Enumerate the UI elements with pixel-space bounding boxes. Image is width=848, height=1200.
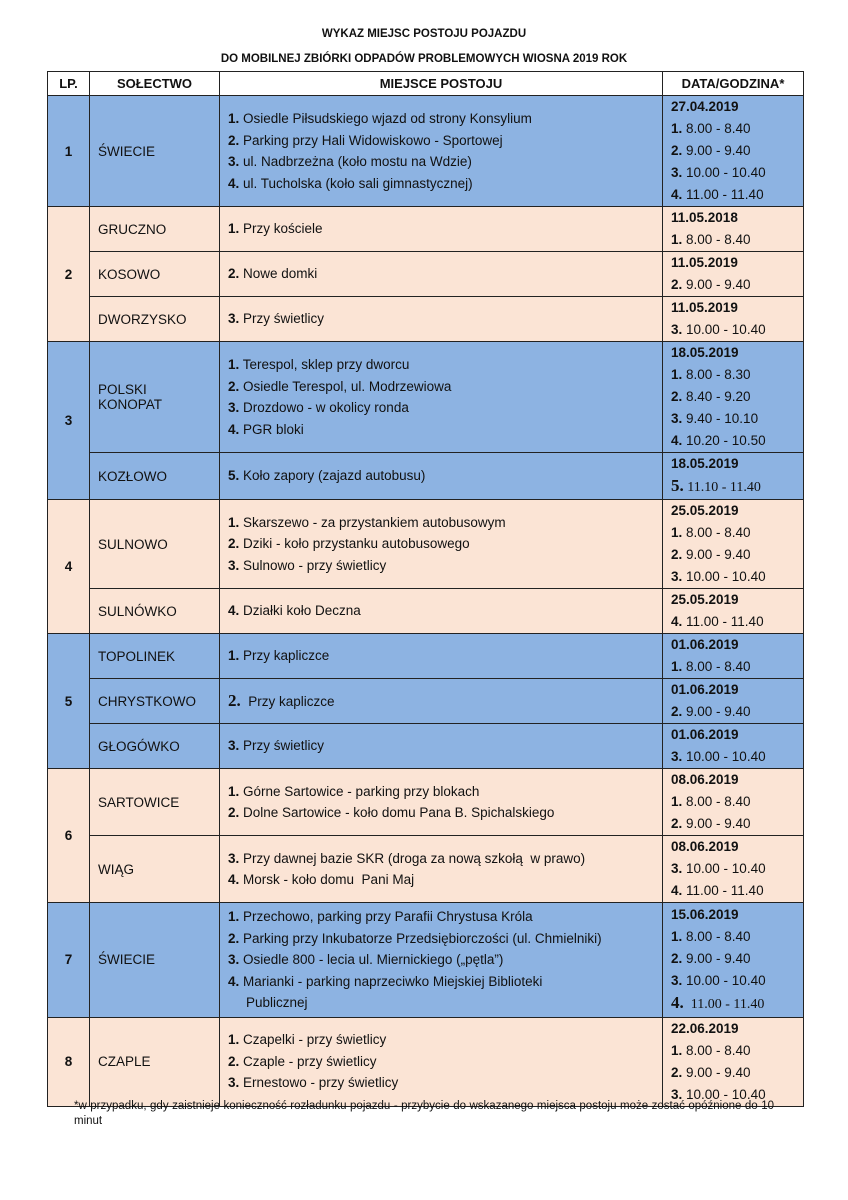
item-text: 10.00 - 10.40 xyxy=(682,165,766,180)
item-text: Parking przy Inkubatorze Przedsiębiorczości (ul. Chmielniki) xyxy=(239,930,602,946)
datetime-cell xyxy=(663,297,804,342)
time-slot xyxy=(671,386,795,408)
item-text: 8.00 - 8.40 xyxy=(682,659,751,674)
item-number: 4. xyxy=(671,614,683,629)
table-body xyxy=(48,96,804,1107)
table-row xyxy=(48,836,804,903)
item-number: 3. xyxy=(228,557,240,573)
item-text: Osiedle 800 - lecia ul. Miernickiego („pętla”) xyxy=(239,952,504,967)
location-line xyxy=(228,308,654,330)
item-number: 2. xyxy=(671,547,683,562)
time-slot xyxy=(671,274,795,296)
item-text: 11.00 - 11.40 xyxy=(683,996,765,1012)
location-cell xyxy=(220,342,663,453)
item-text: 11.00 - 11.40 xyxy=(682,883,764,898)
location-cell xyxy=(220,634,663,679)
item-number: 1. xyxy=(228,514,240,530)
item-number: 3. xyxy=(228,738,240,754)
item-text: 10.00 - 10.40 xyxy=(682,749,766,764)
datetime-cell xyxy=(663,589,804,634)
row-number: 3 xyxy=(48,342,90,500)
item-text: 10.00 - 10.40 xyxy=(682,861,766,876)
datetime-cell xyxy=(663,903,804,1018)
row-number: 6 xyxy=(48,769,90,903)
item-number: 4. xyxy=(671,433,683,448)
item-text: 8.00 - 8.40 xyxy=(682,525,751,540)
datetime-cell xyxy=(663,634,804,679)
item-text: Terespol, sklep przy dworcu xyxy=(239,357,410,372)
item-number: 2. xyxy=(228,266,240,282)
item-number: 2. xyxy=(228,1053,240,1069)
time-slot xyxy=(671,544,795,566)
item-text: Osiedle Terespol, ul. Modrzewiowa xyxy=(239,378,452,394)
location-cell xyxy=(220,1017,663,1106)
solectwo-cell: KOSOWO xyxy=(90,252,220,297)
location-cell xyxy=(220,769,663,836)
time-slot xyxy=(671,992,795,1016)
datetime-cell xyxy=(663,1017,804,1106)
row-number: 7 xyxy=(48,903,90,1018)
item-number: 2. xyxy=(228,132,240,148)
item-text: Przy kapliczce xyxy=(239,648,330,664)
item-number: 4. xyxy=(228,421,240,437)
table-row xyxy=(48,634,804,679)
date-label: 25.05.2019 xyxy=(671,592,739,607)
item-number: 3. xyxy=(228,1075,240,1091)
table-row xyxy=(48,1017,804,1106)
item-number: 2. xyxy=(671,950,683,966)
location-line xyxy=(228,1072,654,1094)
location-cell xyxy=(220,453,663,500)
item-text: 9.00 - 9.40 xyxy=(682,816,751,831)
item-text: 8.40 - 9.20 xyxy=(682,389,751,404)
item-text: 9.00 - 9.40 xyxy=(682,277,751,292)
solectwo-cell: CHRYSTKOWO xyxy=(90,679,220,724)
time-slot xyxy=(671,184,795,206)
item-number: 2. xyxy=(671,704,683,719)
datetime-cell xyxy=(663,252,804,297)
table-row xyxy=(48,252,804,297)
table-row xyxy=(48,679,804,724)
date-label: 08.06.2019 xyxy=(671,839,739,854)
location-line xyxy=(228,173,654,195)
item-number: 1. xyxy=(671,367,683,382)
solectwo-cell: KOZŁOWO xyxy=(90,453,220,500)
header-solectwo: SOŁECTWO xyxy=(90,72,220,96)
item-number: 2. xyxy=(228,536,240,552)
item-number: 1. xyxy=(228,221,240,237)
date-label: 18.05.2019 xyxy=(671,456,739,471)
solectwo-cell: SARTOWICE xyxy=(90,769,220,836)
item-text: 11.10 - 11.40 xyxy=(683,480,761,495)
item-number: 2. xyxy=(671,277,683,292)
datetime-cell xyxy=(663,453,804,500)
item-text: Osiedle Piłsudskiego wjazd od strony Konsylium xyxy=(239,111,532,126)
item-text: Sulnowo - przy świetlicy xyxy=(239,557,387,573)
solectwo-cell: CZAPLE xyxy=(90,1017,220,1106)
location-line xyxy=(228,1051,654,1073)
footnote: *w przypadku, gdy zaistnieje konieczność rozładunku pojazdu - przybycie do wskazanego miejsca postoju może zostać opóźnione do 10 minut xyxy=(74,1100,774,1127)
item-number: 4. xyxy=(671,992,684,1012)
row-number: 5 xyxy=(48,634,90,769)
item-text: Koło zapory (zajazd autobusu) xyxy=(239,468,426,484)
item-number: 1. xyxy=(228,909,240,924)
row-number: 8 xyxy=(48,1017,90,1106)
time-slot xyxy=(671,364,795,386)
item-number: 1. xyxy=(671,794,683,809)
item-number: 2. xyxy=(671,143,683,158)
item-number: 3. xyxy=(228,952,240,967)
item-number: 1. xyxy=(228,783,240,799)
item-number: 3. xyxy=(671,972,683,988)
item-number: 4. xyxy=(228,603,240,619)
time-slot xyxy=(671,1062,795,1084)
datetime-cell xyxy=(663,342,804,453)
solectwo-cell: TOPOLINEK xyxy=(90,634,220,679)
location-cell xyxy=(220,252,663,297)
location-line xyxy=(228,802,654,824)
location-cell xyxy=(220,297,663,342)
item-text: 10.00 - 10.40 xyxy=(682,972,766,988)
item-number: 2. xyxy=(228,930,240,946)
datetime-cell xyxy=(663,724,804,769)
solectwo-cell: WIĄG xyxy=(90,836,220,903)
time-slot xyxy=(671,1040,795,1062)
location-line xyxy=(228,218,654,240)
item-text: 8.00 - 8.40 xyxy=(682,1042,751,1058)
datetime-cell xyxy=(663,679,804,724)
item-text: Przy dawnej bazie SKR (droga za nową szkołą w prawo) xyxy=(239,850,586,866)
table-row xyxy=(48,207,804,252)
item-text: 10.00 - 10.40 xyxy=(682,569,766,584)
item-number: 2. xyxy=(228,378,240,394)
item-number: 2. xyxy=(671,389,683,404)
date-label: 11.05.2019 xyxy=(671,300,738,315)
solectwo-cell: POLSKI KONOPAT xyxy=(90,342,220,453)
date-label: 15.06.2019 xyxy=(671,906,739,922)
item-text: Marianki - parking naprzeciwko Miejskiej Biblioteki xyxy=(239,973,543,989)
item-number: 3. xyxy=(228,311,240,327)
item-text: 9.00 - 9.40 xyxy=(682,704,751,719)
date-label: 11.05.2018 xyxy=(671,210,738,225)
location-line xyxy=(228,533,654,555)
item-number: 3. xyxy=(228,850,240,866)
item-text: 9.00 - 9.40 xyxy=(682,143,751,158)
datetime-cell xyxy=(663,836,804,903)
item-text: 8.00 - 8.30 xyxy=(682,367,751,382)
item-text: Przy kościele xyxy=(239,221,323,237)
item-number: 4. xyxy=(671,883,683,898)
item-text: Czapelki - przy świetlicy xyxy=(239,1032,387,1048)
item-text: Górne Sartowice - parking przy blokach xyxy=(239,783,480,799)
row-number: 2 xyxy=(48,207,90,342)
item-text: 8.00 - 8.40 xyxy=(682,928,751,944)
table-row xyxy=(48,96,804,207)
item-text: 9.00 - 9.40 xyxy=(682,950,751,966)
date-label: 27.04.2019 xyxy=(671,99,739,114)
table-row xyxy=(48,297,804,342)
document-subtitle: DO MOBILNEJ ZBIÓRKI ODPADÓW PROBLEMOWYCH WIOSNA 2019 ROK xyxy=(220,53,628,65)
item-number: 3. xyxy=(671,1086,683,1102)
item-text: Działki koło Deczna xyxy=(239,603,361,619)
item-number: 3. xyxy=(671,861,683,876)
time-slot xyxy=(671,118,795,140)
item-number: 3. xyxy=(671,569,683,584)
time-slot xyxy=(671,522,795,544)
item-number: 1. xyxy=(671,121,683,136)
time-slot xyxy=(671,611,795,633)
item-text: 8.00 - 8.40 xyxy=(682,232,751,247)
location-line xyxy=(228,151,654,173)
item-number: 1. xyxy=(228,111,240,126)
time-slot xyxy=(671,656,795,678)
date-label: 22.06.2019 xyxy=(671,1020,739,1036)
solectwo-cell: SULNOWO xyxy=(90,500,220,589)
location-line xyxy=(228,971,654,993)
item-text: Ernestowo - przy świetlicy xyxy=(239,1075,399,1091)
row-number: 1 xyxy=(48,96,90,207)
item-number: 1. xyxy=(671,525,683,540)
item-text: Drozdowo - w okolicy ronda xyxy=(239,400,409,415)
item-number: 5. xyxy=(671,476,684,495)
item-number: 3. xyxy=(228,400,240,415)
location-line xyxy=(228,376,654,398)
location-line xyxy=(228,397,654,419)
table-row xyxy=(48,769,804,836)
date-label: 01.06.2019 xyxy=(671,727,739,742)
table-row xyxy=(48,500,804,589)
location-cell xyxy=(220,679,663,724)
datetime-cell xyxy=(663,769,804,836)
solectwo-cell: GRUCZNO xyxy=(90,207,220,252)
item-text: 11.00 - 11.40 xyxy=(682,614,764,629)
item-text: ul. Nadbrzeżna (koło mostu na Wdzie) xyxy=(239,154,472,169)
date-label: 25.05.2019 xyxy=(671,503,739,518)
item-text: Przy świetlicy xyxy=(239,311,325,327)
item-text: Morsk - koło domu Pani Maj xyxy=(239,872,415,887)
time-slot xyxy=(671,566,795,588)
item-text: 11.00 - 11.40 xyxy=(682,187,764,202)
location-cell xyxy=(220,207,663,252)
location-line xyxy=(228,108,654,130)
item-number: 2. xyxy=(228,690,241,710)
datetime-cell xyxy=(663,96,804,207)
time-slot xyxy=(671,970,795,992)
item-number: 3. xyxy=(671,165,683,180)
item-number: 3. xyxy=(671,322,683,337)
table-row xyxy=(48,453,804,500)
solectwo-cell: GŁOGÓWKO xyxy=(90,724,220,769)
item-text: Publicznej xyxy=(246,995,308,1010)
item-number: 5. xyxy=(228,468,240,484)
solectwo-cell: ŚWIECIE xyxy=(90,903,220,1018)
solectwo-cell: DWORZYSKO xyxy=(90,297,220,342)
table-row xyxy=(48,903,804,1018)
item-number: 1. xyxy=(671,1042,683,1058)
location-line xyxy=(228,354,654,376)
item-text: 9.40 - 10.10 xyxy=(682,411,759,426)
location-line xyxy=(228,848,654,870)
location-line xyxy=(228,465,654,487)
time-slot xyxy=(671,408,795,430)
item-number: 1. xyxy=(671,232,683,247)
time-slot xyxy=(671,948,795,970)
item-number: 2. xyxy=(671,816,683,831)
header-data: DATA/GODZINA* xyxy=(663,72,804,96)
location-line xyxy=(228,512,654,534)
item-number: 3. xyxy=(228,154,240,169)
datetime-cell xyxy=(663,207,804,252)
location-line xyxy=(228,1029,654,1051)
schedule-table xyxy=(47,71,804,1107)
item-text: Skarszewo - za przystankiem autobusowym xyxy=(239,514,506,530)
item-number: 1. xyxy=(671,659,683,674)
header-lp: LP. xyxy=(48,72,90,96)
location-line xyxy=(228,992,654,1014)
item-text: 9.00 - 9.40 xyxy=(682,547,751,562)
time-slot xyxy=(671,813,795,835)
location-line xyxy=(228,645,654,667)
location-line xyxy=(228,690,654,713)
item-text: Dziki - koło przystanku autobusowego xyxy=(239,536,470,552)
item-text: Parking przy Hali Widowiskowo - Sportowej xyxy=(239,132,503,148)
time-slot xyxy=(671,880,795,902)
location-line xyxy=(228,130,654,152)
item-text: Przy kapliczce xyxy=(240,693,335,709)
item-text: 9.00 - 9.40 xyxy=(682,1064,751,1080)
item-number: 3. xyxy=(671,411,683,426)
item-text: ul. Tucholska (koło sali gimnastycznej) xyxy=(239,175,473,191)
item-number: 1. xyxy=(228,357,240,372)
date-label: 08.06.2019 xyxy=(671,772,739,787)
item-number: 1. xyxy=(671,928,683,944)
solectwo-cell: SULNÓWKO xyxy=(90,589,220,634)
time-slot xyxy=(671,701,795,723)
location-line xyxy=(228,928,654,950)
date-label: 01.06.2019 xyxy=(671,682,739,697)
location-line xyxy=(228,735,654,757)
time-slot xyxy=(671,319,795,341)
date-label: 11.05.2019 xyxy=(671,255,738,270)
table-header-row xyxy=(48,72,804,96)
location-line xyxy=(228,555,654,577)
item-text: Przy świetlicy xyxy=(239,738,325,754)
item-text: 10.00 - 10.40 xyxy=(682,322,766,337)
time-slot xyxy=(671,229,795,251)
location-line xyxy=(228,949,654,971)
time-slot xyxy=(671,858,795,880)
time-slot xyxy=(671,140,795,162)
item-text: Nowe domki xyxy=(239,266,318,282)
location-cell xyxy=(220,589,663,634)
item-number: 1. xyxy=(228,1032,240,1048)
item-text: 10.00 - 10.40 xyxy=(682,1086,766,1102)
location-line xyxy=(228,419,654,441)
item-text: 8.00 - 8.40 xyxy=(682,794,751,809)
location-line xyxy=(228,263,654,285)
time-slot xyxy=(671,791,795,813)
item-text: PGR bloki xyxy=(239,421,304,437)
location-cell xyxy=(220,903,663,1018)
item-number: 2. xyxy=(671,1064,683,1080)
item-number: 4. xyxy=(228,872,240,887)
item-number: 4. xyxy=(671,187,683,202)
document-title: WYKAZ MIEJSC POSTOJU POJAZDU xyxy=(321,28,527,40)
location-line xyxy=(228,781,654,803)
table-row xyxy=(48,724,804,769)
item-text: 10.20 - 10.50 xyxy=(682,433,766,448)
item-number: 2. xyxy=(228,805,240,820)
item-number: 1. xyxy=(228,648,240,664)
time-slot xyxy=(671,430,795,452)
item-text: Dolne Sartowice - koło domu Pana B. Spichalskiego xyxy=(239,805,555,820)
location-line xyxy=(228,600,654,622)
location-cell xyxy=(220,96,663,207)
location-cell xyxy=(220,724,663,769)
item-text: Przechowo, parking przy Parafii Chrystusa Króla xyxy=(239,909,533,924)
item-text: 8.00 - 8.40 xyxy=(682,121,751,136)
datetime-cell xyxy=(663,500,804,589)
location-line xyxy=(228,869,654,891)
item-text: Czaple - przy świetlicy xyxy=(239,1053,377,1069)
location-cell xyxy=(220,836,663,903)
time-slot xyxy=(671,746,795,768)
row-number: 4 xyxy=(48,500,90,634)
date-label: 01.06.2019 xyxy=(671,637,739,652)
item-number: 3. xyxy=(671,749,683,764)
time-slot xyxy=(671,475,795,499)
table-row xyxy=(48,342,804,453)
solectwo-cell: ŚWIECIE xyxy=(90,96,220,207)
date-label: 18.05.2019 xyxy=(671,345,739,360)
table-row xyxy=(48,589,804,634)
time-slot xyxy=(671,162,795,184)
item-number: 4. xyxy=(228,973,240,989)
location-cell xyxy=(220,500,663,589)
header-miejsce: MIEJSCE POSTOJU xyxy=(220,72,663,96)
location-line xyxy=(228,906,654,928)
item-number: 4. xyxy=(228,175,240,191)
time-slot xyxy=(671,926,795,948)
